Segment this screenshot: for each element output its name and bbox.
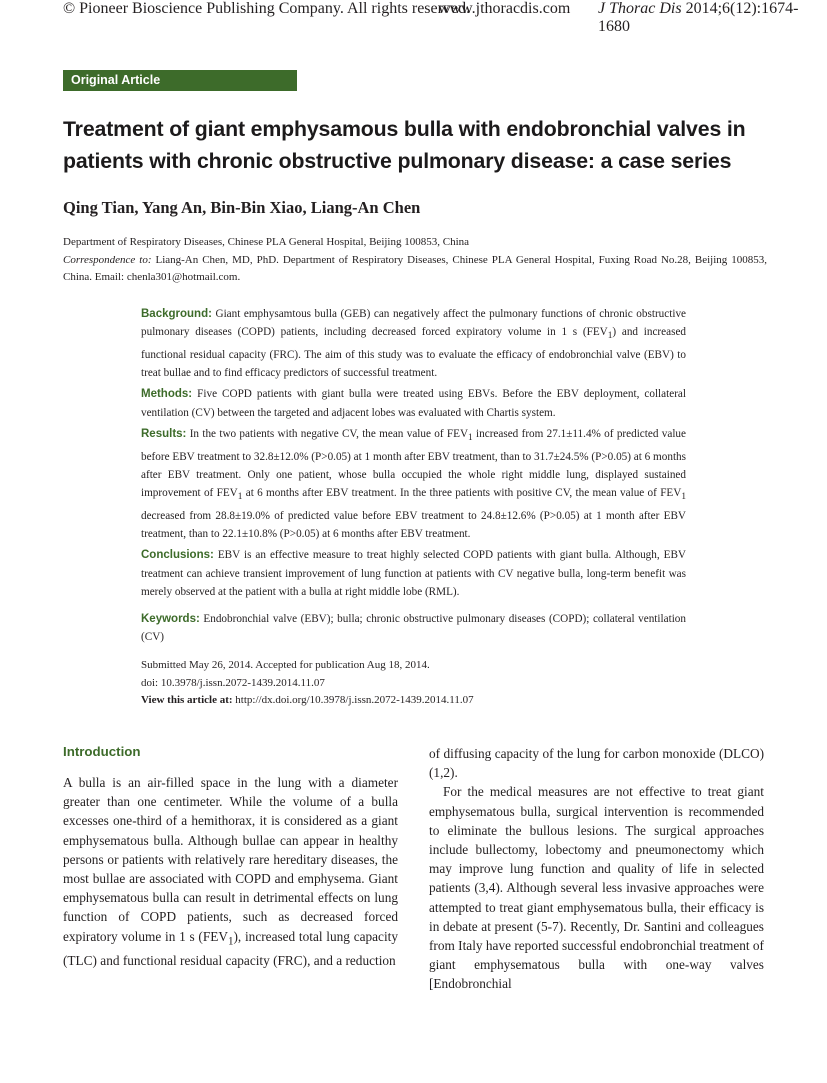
- subscript: 1: [468, 433, 473, 444]
- view-label: View this article at:: [141, 694, 233, 706]
- subscript: 1: [681, 492, 687, 503]
- abstract-results: [141, 425, 686, 543]
- affiliation-block: [63, 234, 767, 287]
- article-type-badge: Original Article: [63, 70, 297, 91]
- abstract-methods: [141, 385, 686, 422]
- intro-paragraph-1-cont: of diffusing capacity of the lung for carbon monoxide (DLCO) (1,2).: [429, 746, 764, 781]
- subscript: 1: [227, 935, 234, 948]
- submission-dates: Submitted May 26, 2014. Accepted for publication Aug 18, 2014.: [141, 659, 430, 671]
- keywords-label: Keywords:: [141, 613, 200, 626]
- results-text: In the two patients with negative CV, the mean value of FEV: [189, 428, 469, 441]
- correspondence: [63, 252, 767, 287]
- author-list: Qing Tian, Yang An, Bin-Bin Xiao, Liang-An Chen: [63, 198, 421, 217]
- methods-text: Five COPD patients with giant bulla were treated using EBVs. Before the EBV deployment, collateral ventilation (CV) between the targeted and adjacent lobes was evaluated with Chartis system.: [141, 388, 687, 419]
- body-column-left: [63, 773, 398, 971]
- article-meta: [141, 657, 474, 710]
- journal-citation: [598, 0, 827, 36]
- view-article: [141, 692, 474, 710]
- body-column-right: [429, 744, 764, 994]
- doi-link[interactable]: http://dx.doi.org/10.3978/j.issn.2072-1439.2014.11.07: [235, 694, 474, 706]
- journal-name: J Thorac Dis: [598, 0, 682, 17]
- citation-details: 2014;6(12):1674-1680: [598, 0, 799, 35]
- article-title: Treatment of giant emphysamous bulla with endobronchial valves in patients with chronic obstructive pulmonary disease: a case series: [63, 117, 746, 173]
- correspondence-text: Liang-An Chen, MD, PhD. Department of Respiratory Diseases, Chinese PLA General Hospital, Fuxing Road No.28, Beijing 100853, China. Email: chenla301@hotmail.com.: [63, 253, 768, 284]
- intro-paragraph-1: [63, 773, 398, 971]
- conclusions-text: EBV is an effective measure to treat highly selected COPD patients with giant bulla. Although, EBV treatment can achieve transient improvement of lung function at patients with CV negative bulla, long-term benefit was merely observed at the patient with a bulla at right middle lobe (RML).: [141, 549, 686, 598]
- keywords-text: Endobronchial valve (EBV); bulla; chronic obstructive pulmonary diseases (COPD); collateral ventilation (CV): [141, 613, 686, 644]
- abstract-keywords: [141, 610, 686, 647]
- results-label: Results:: [141, 428, 187, 441]
- doi: doi: 10.3978/j.issn.2072-1439.2014.11.07: [141, 676, 325, 689]
- copyright-notice: © Pioneer Bioscience Publishing Company. All rights reserved.: [63, 0, 471, 17]
- results-text-cont: decreased from 28.8±19.0% of predicted value before EBV treatment to 24.8±12.6% (P>0.05) at 1 month after EBV treatment, than to 22.1±10.8% (P>0.05) at 6 months after EBV treatment.: [141, 509, 686, 540]
- subscript: 1: [237, 492, 243, 503]
- background-text-cont: ) and increased functional residual capacity (FRC). The aim of this study was to evaluate the efficacy of endobronchial valve (EBV) to treat bullae and to find efficacy predictors of successful treatment.: [141, 326, 686, 380]
- abstract: [141, 305, 686, 650]
- introduction-heading: Introduction: [63, 744, 141, 759]
- results-text-cont: increased from 27.1±11.4% of predicted value before EBV treatment to 32.8±12.0% (P>0.05) at 1 month after EBV treatment, than to 31.7±24.5% (P>0.05) at 6 months after EBV treatment. Only one patient, whose bulla occupied the whole right middle lung, displayed sustained improvement of FEV: [141, 428, 686, 500]
- journal-website[interactable]: www.jthoracdis.com: [438, 0, 571, 17]
- paragraph-text-cont: ), increased total lung capacity (TLC) and functional residual capacity (FRC), and a reduction: [63, 928, 398, 969]
- intro-paragraph-2: For the medical measures are not effective to treat giant emphysematous bulla, surgical intervention is recommended to eliminate the bullous lesions. The surgical approaches include bullectomy, lobectomy and pneumonectomy which may improve lung function and quality of life in selected patients (3,4). Although several less invasive approaches were attempted to treat giant emphysematous bulla, their efficacy is in debate at present (5-7). Recently, Dr. Santini and colleagues from Italy have reported successful endobronchial treatment of giant emphysematous bulla with one-way valves [Endobronchial: [429, 784, 764, 992]
- affiliation: Department of Respiratory Diseases, Chinese PLA General Hospital, Beijing 100853, China: [63, 236, 470, 248]
- results-text-cont: at 6 months after EBV treatment. In the three patients with positive CV, the mean value of FEV: [242, 487, 682, 500]
- subscript: 1: [607, 331, 613, 342]
- background-text: Giant emphysamtous bulla (GEB) can negatively affect the pulmonary functions of chronic obstructive pulmonary diseases (COPD) patients, including decreased forced expiratory volume in 1 s (FEV: [141, 308, 686, 339]
- paragraph-text: A bulla is an air-filled space in the lung with a diameter greater than one centimeter. While the volume of a bulla excesses one-third of a hemithorax, it is considered as a giant emphysematous bulla. Although bullae can appear in healthy persons or patients with relatively rare hereditary diseases, the most bullae are associated with COPD and emphysema. Giant emphysematous bulla can result in detrimental effects on lung function of COPD patients, such as decreased forced expiratory volume in 1 s (FEV: [63, 775, 398, 944]
- background-label: Background:: [141, 308, 212, 320]
- methods-label: Methods:: [141, 388, 193, 401]
- abstract-conclusions: [141, 546, 686, 601]
- correspondence-label: Correspondence to:: [63, 253, 152, 266]
- conclusions-label: Conclusions:: [141, 549, 214, 562]
- abstract-background: [141, 305, 686, 382]
